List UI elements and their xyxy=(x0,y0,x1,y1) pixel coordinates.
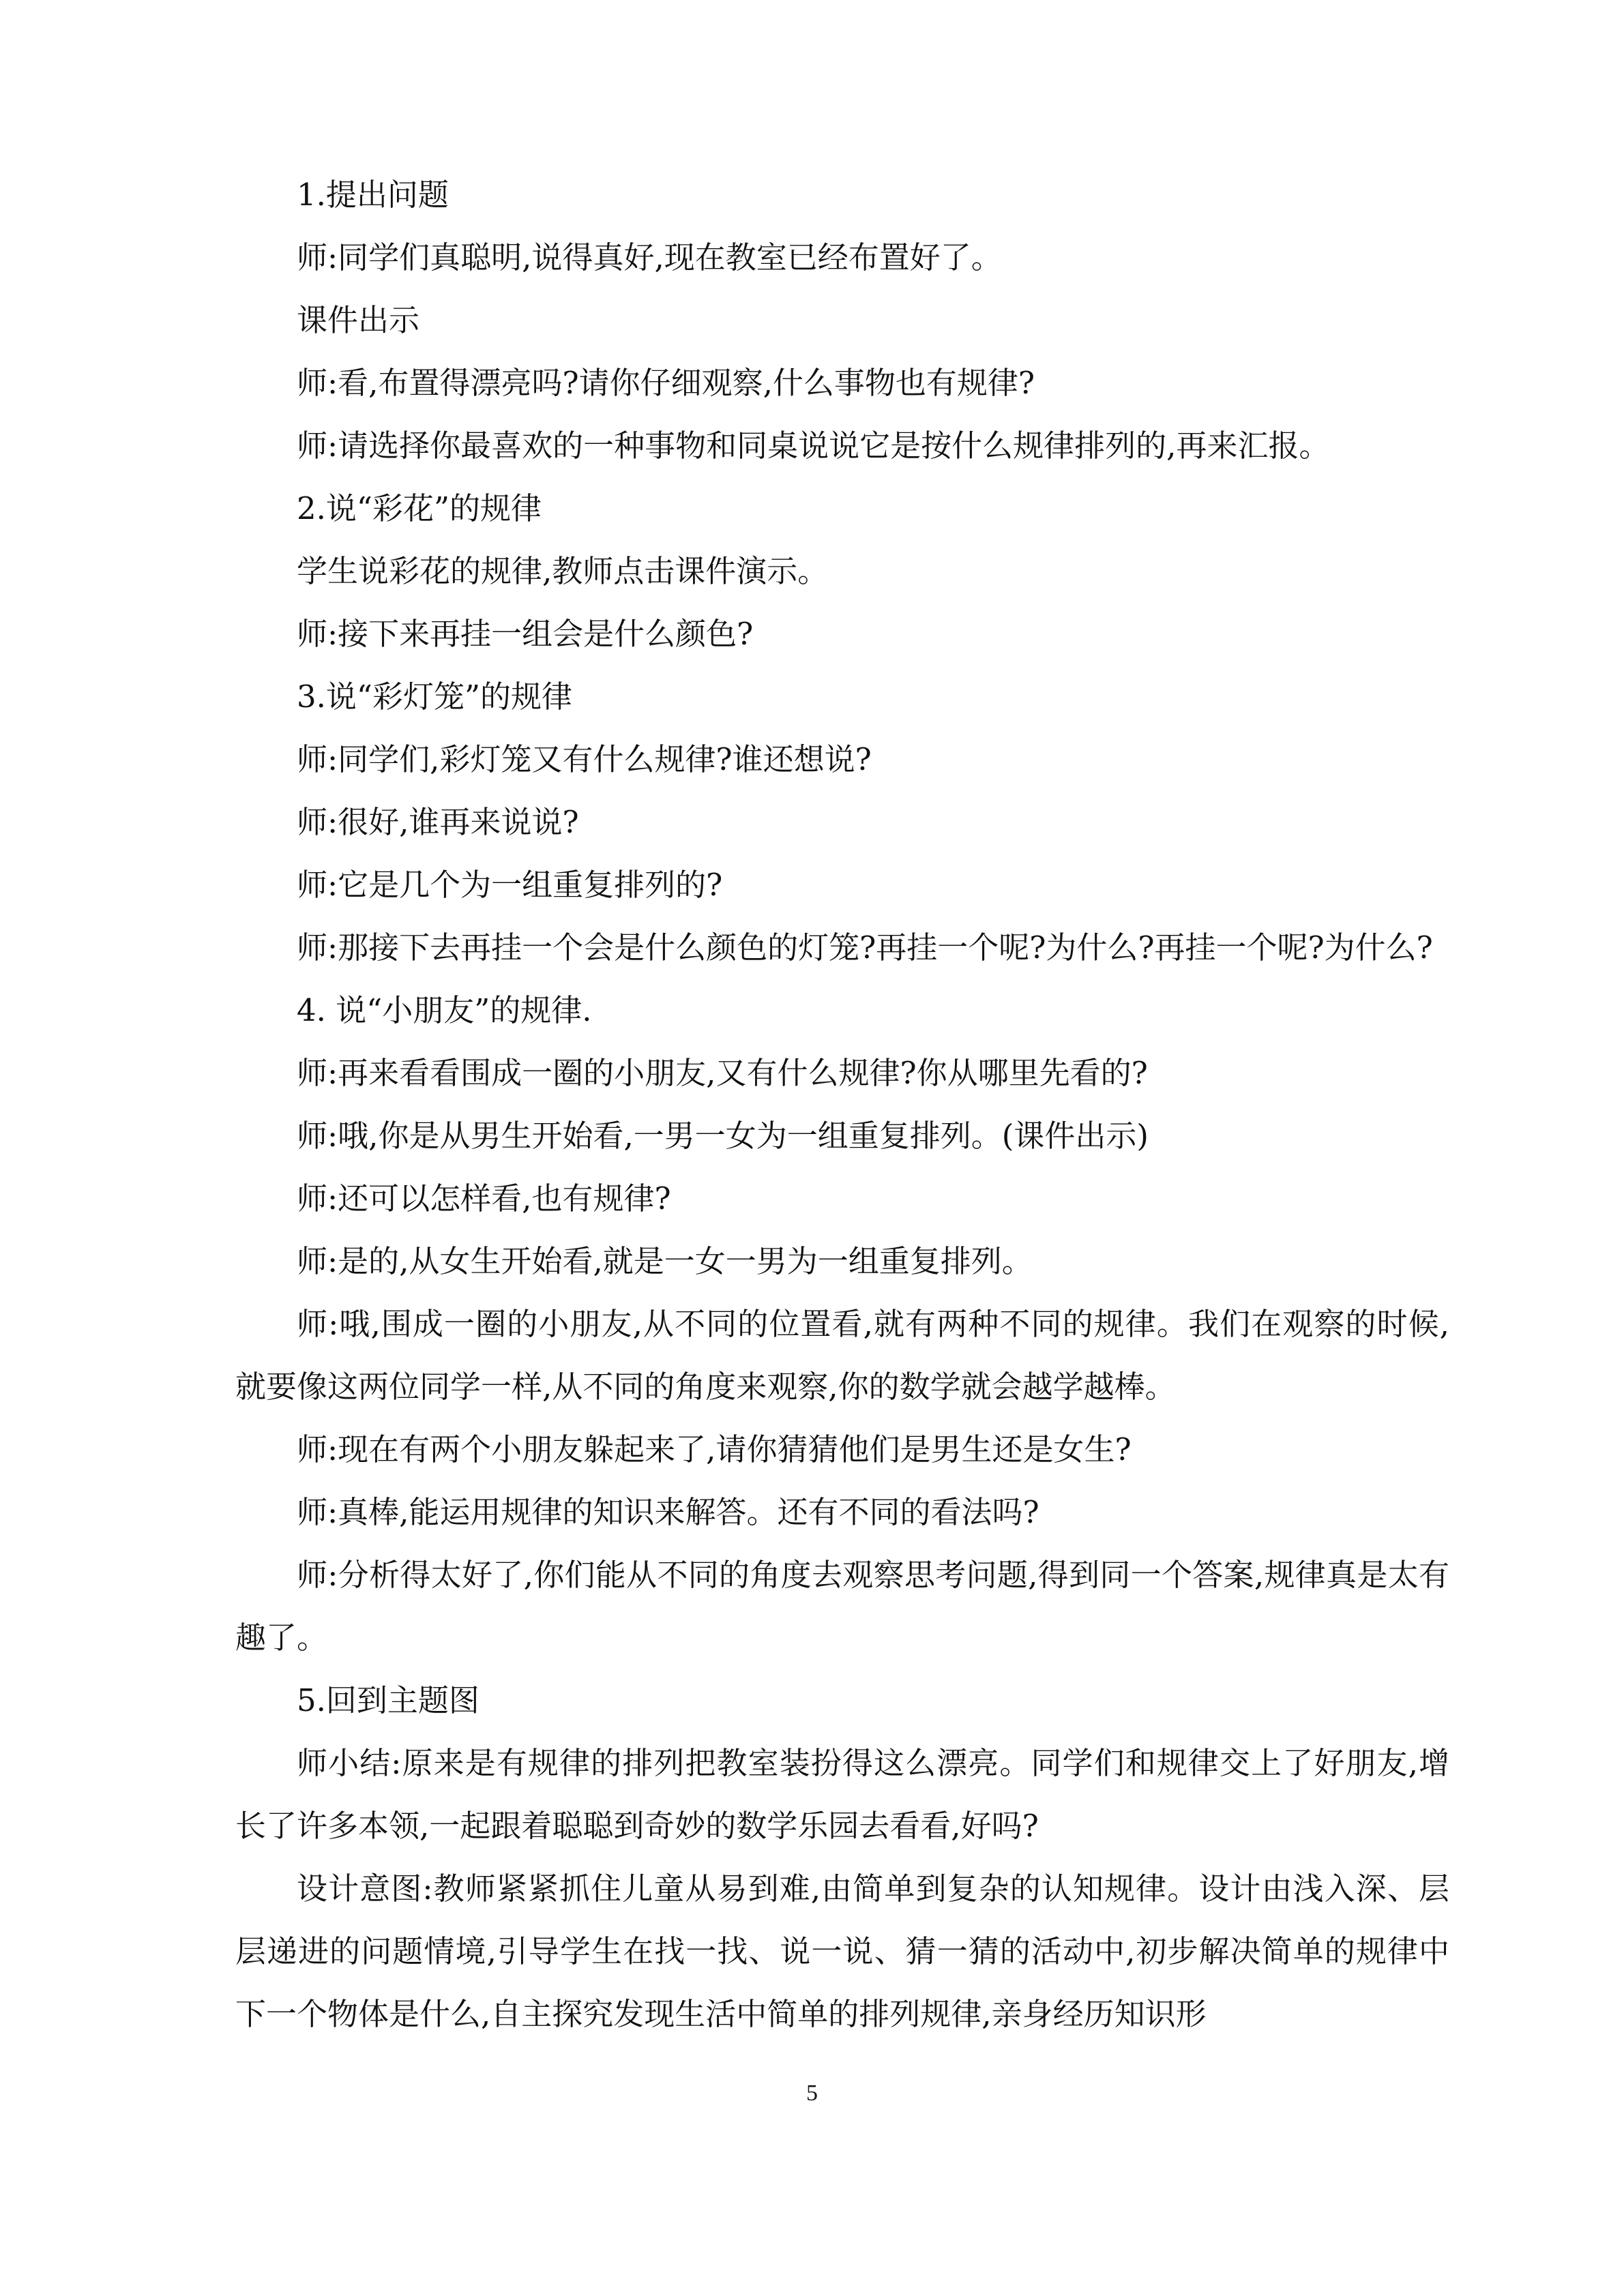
paragraph-18: 师:是的,从女生开始看,就是一女一男为一组重复排列。 xyxy=(297,1243,1033,1279)
paragraph-5: 师:请选择你最喜欢的一种事物和同桌说说它是按什么规律排列的,再来汇报。 xyxy=(297,428,1330,464)
paragraph-3: 课件出示 xyxy=(297,302,420,338)
paragraph-22: 师:分析得太好了,你们能从不同的角度去观察思考问题,得到同一个答案,规律真是太有趣了。 xyxy=(235,1557,1449,1656)
paragraph-9: 3.说“彩灯笼”的规律 xyxy=(297,679,572,715)
paragraph-24: 师小结:原来是有规律的排列把教室装扮得这么漂亮。同学们和规律交上了好朋友,增长了许多本领,一起跟着聪聪到奇妙的数学乐园去看看,好吗? xyxy=(235,1745,1449,1844)
paragraph-8: 师:接下来再挂一组会是什么颜色? xyxy=(297,616,754,652)
paragraph-7: 学生说彩花的规律,教师点击课件演示。 xyxy=(297,553,829,589)
paragraph-16: 师:哦,你是从男生开始看,一男一女为一组重复排列。(课件出示) xyxy=(297,1118,1149,1154)
paragraph-14: 4. 说“小朋友”的规律. xyxy=(297,992,592,1028)
document-body xyxy=(235,164,1449,2046)
paragraph-15: 师:再来看看围成一圈的小朋友,又有什么规律?你从哪里先看的? xyxy=(297,1055,1148,1091)
paragraph-1: 1.提出问题 xyxy=(297,177,449,213)
paragraph-25: 设计意图:教师紧紧抓住儿童从易到难,由简单到复杂的认知规律。设计由浅入深、层层递进的问题情境,引导学生在找一找、说一说、猜一猜的活动中,初步解决简单的规律中下一个物体是什么,自主探究发现生活中简单的排列规律,亲身经历知识形 xyxy=(235,1870,1449,2032)
paragraph-19: 师:哦,围成一圈的小朋友,从不同的位置看,就有两种不同的规律。我们在观察的时候,就要像这两位同学一样,从不同的角度来观察,你的数学就会越学越棒。 xyxy=(235,1306,1449,1405)
page-number: 5 xyxy=(806,2081,818,2106)
paragraph-23: 5.回到主题图 xyxy=(297,1682,479,1718)
paragraph-2: 师:同学们真聪明,说得真好,现在教室已经布置好了。 xyxy=(297,239,1002,275)
paragraph-13: 师:那接下去再挂一个会是什么颜色的灯笼?再挂一个呢?为什么?再挂一个呢?为什么? xyxy=(297,929,1433,966)
paragraph-10: 师:同学们,彩灯笼又有什么规律?谁还想说? xyxy=(297,741,872,777)
paragraph-20: 师:现在有两个小朋友躲起来了,请你猜猜他们是男生还是女生? xyxy=(297,1431,1132,1467)
paragraph-6: 2.说“彩花”的规律 xyxy=(297,490,542,526)
paragraph-21: 师:真棒,能运用规律的知识来解答。还有不同的看法吗? xyxy=(297,1494,1039,1530)
paragraph-4: 师:看,布置得漂亮吗?请你仔细观察,什么事物也有规律? xyxy=(297,365,1035,401)
paragraph-11: 师:很好,谁再来说说? xyxy=(297,804,579,840)
paragraph-12: 师:它是几个为一组重复排列的? xyxy=(297,867,723,903)
paragraph-17: 师:还可以怎样看,也有规律? xyxy=(297,1180,671,1217)
